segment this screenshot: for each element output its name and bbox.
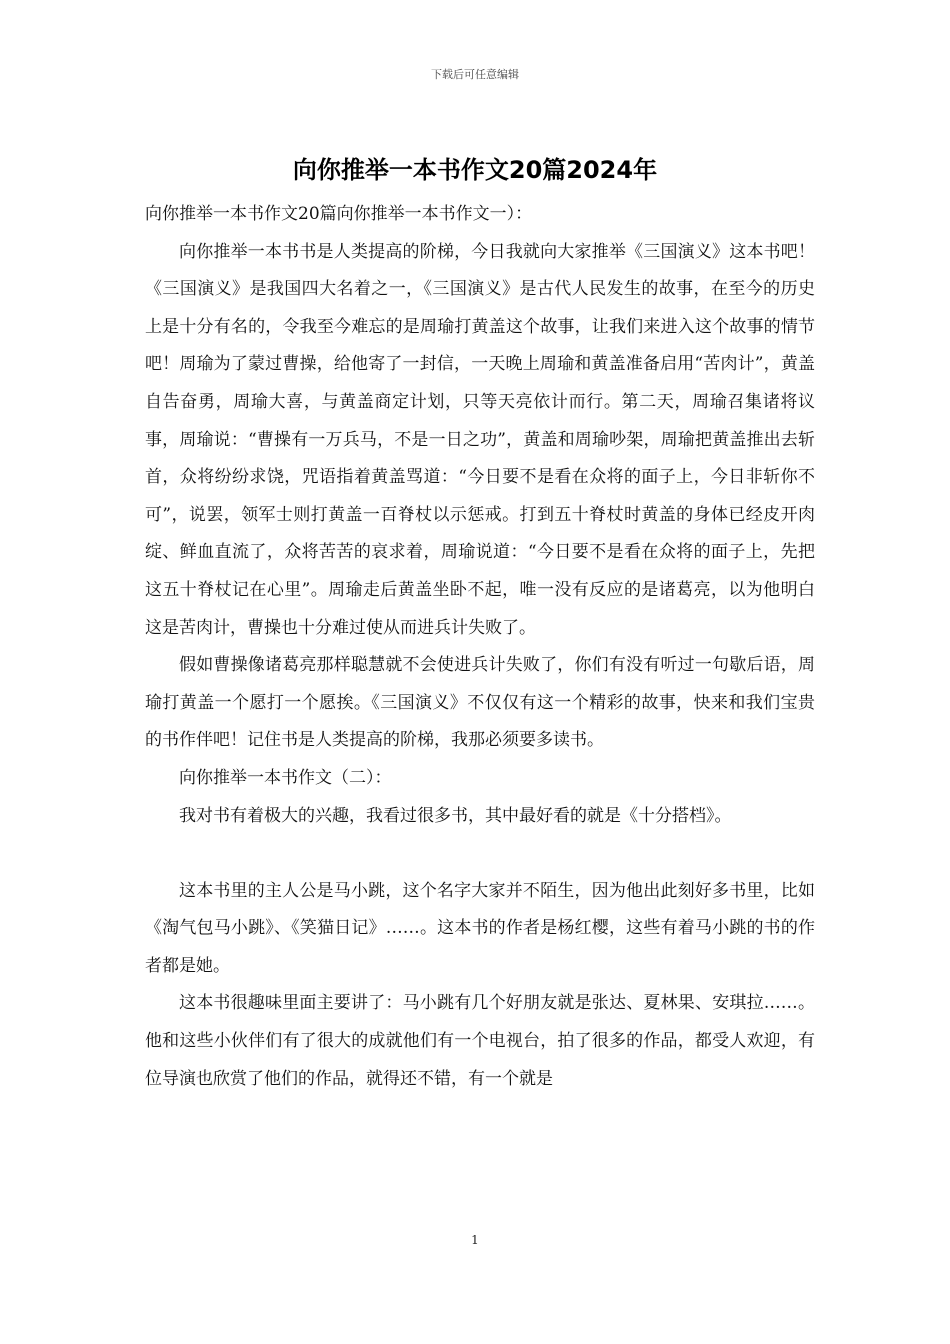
paragraph-1: 向你推举一本书书是人类提高的阶梯，今日我就向大家推举《三国演义》这本书吧！《三国演义》是我国四大名着之一，《三国演义》是古代人民发生的故事，在至今的历史上是十分有名的，令我至今难忘的是周瑜打黄盖这个故事，让我们来进入这个故事的情节吧！周瑜为了蒙过曹操，给他寄了一封信，一天晚上周瑜和黄盖准备启用“苦肉计”，黄盖自告奋勇，周瑜大喜，与黄盖商定计划，只等天亮依计而行。第二天，周瑜召集诸将议事，周瑜说：“曹操有一万兵马，不是一日之功”，黄盖和周瑜吵架，周瑜把黄盖推出去斩首，众将纷纷求饶，咒语指着黄盖骂道：“今日要不是看在众将的面子上，今日非斩你不可”，说罢，领军士则打黄盖一百脊杖以示惩戒。打到五十脊杖时黄盖的身体已经皮开肉绽、鲜血直流了，众将苦苦的哀求着，周瑜说道：“今日要不是看在众将的面子上，先把这五十脊杖记在心里”。周瑜走后黄盖坐卧不起，唯一没有反应的是诸葛亮，以为他明白这是苦肉计，曹操也十分难过使从而进兵计失败了。 [145,241,815,638]
section-heading-2: 向你推举一本书作文（二）： [179,767,392,788]
paragraph-4: 这本书里的主人公是马小跳，这个名字大家并不陌生，因为他出此刻好多书里，比如《淘气包马小跳》、《笑猫日记》……。这本书的作者是杨红樱，这些有着马小跳的书的作者都是她。 [145,880,815,976]
paragraph-2: 假如曹操像诸葛亮那样聪慧就不会使进兵计失败了，你们有没有听过一句歇后语，周瑜打黄盖一个愿打一个愿挨。《三国演义》不仅仅有这一个精彩的故事，快来和我们宝贵的书作伴吧！记住书是人类提高的阶梯，我那必须要多读书。 [145,655,815,751]
page-header: 下载后可任意编辑 [431,68,519,81]
page-number: 1 [471,1233,479,1247]
document-body [145,196,815,1098]
document-title: 向你推举一本书作文20篇2024年 [292,156,658,184]
intro-line: 向你推举一本书作文20篇向你推举一本书作文一）： [145,204,533,224]
paragraph-3: 我对书有着极大的兴趣，我看过很多书，其中最好看的就是《十分搭档》。 [179,805,732,826]
paragraph-5: 这本书很趣味里面主要讲了：马小跳有几个好朋友就是张达、夏林果、安琪拉……。他和这些小伙伴们有了很大的成就他们有一个电视台，拍了很多的作品，都受人欢迎，有位导演也欣赏了他们的作品，就得还不错，有一个就是 [145,993,815,1089]
